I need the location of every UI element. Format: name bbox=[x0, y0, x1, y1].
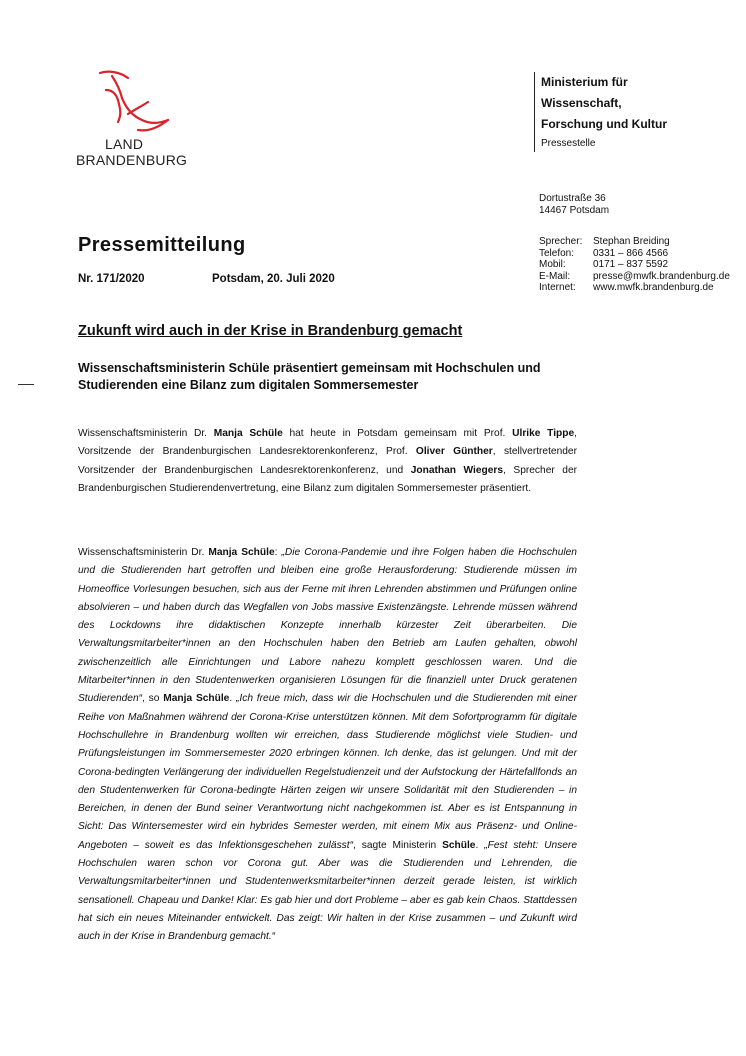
text-run: Wissenschaftsministerin Dr. bbox=[78, 547, 209, 558]
contact-label: Telefon: bbox=[539, 247, 575, 259]
contact-value: Stephan Breiding bbox=[593, 236, 670, 247]
name-bold: Manja Schüle bbox=[213, 428, 283, 439]
quote-italic: „Fest steht: Unsere Hochschulen waren schon vor Corona gut. Aber was die Studierenden und Lehrenden, die Verwaltungsmitarbeiter*innen und Studentenwerksmitarbeiter*innen derzeit gerade leisten, ist wirklich sensationell. Chapeau und Danke! Klar: Es gab hier und dort Probleme – aber es gab kein Chaos. Stattdessen hat sich ein neues Miteinander entwickelt. Das zeigt: Wir halten in der Krise zusammen – und Zukunft wird auch in der Krise in Brandenburg gemacht.“ bbox=[78, 839, 577, 943]
ministry-department: Pressestelle bbox=[541, 138, 596, 149]
text-run: . bbox=[229, 693, 236, 705]
contact-row bbox=[539, 282, 730, 294]
subheadline: Wissenschaftsministerin Schüle präsentiert gemeinsam mit Hochschulen und Studierenden eine Bilanz zum digitalen Sommersemester bbox=[78, 361, 541, 392]
contact-label: Sprecher: bbox=[539, 236, 583, 247]
land-brandenburg-logo bbox=[76, 68, 216, 180]
paragraph-quote bbox=[78, 544, 577, 947]
contact-website[interactable]: www.mwfk.brandenburg.de bbox=[593, 282, 714, 293]
text-run: , Sprecher der Brandenburgischen Studierendenvertretung, eine Bilanz zum digitalen Sommersemester präsentiert. bbox=[78, 464, 578, 494]
logo-text-brandenburg: BRANDENBURG bbox=[76, 152, 188, 168]
text-run: , sagte Ministerin bbox=[353, 839, 443, 851]
contact-block bbox=[539, 236, 730, 294]
headline: Zukunft wird auch in der Krise in Brandenburg gemacht bbox=[78, 323, 463, 339]
quote-italic: „Ich freue mich, dass wir die Hochschulen und die Studierenden mit einer Reihe von Maßnahmen während der Corona-Krise unterstützen können. Mit dem Sofortprogramm für digitale Hochschullehre in Brandenburg wollten wir erreichen, dass Studierende möglichst viele Studien- und Prüfungsleistungen im Sommersemester 2020 erbringen können. Ich denke, das ist gelungen. Und mit der Corona-bedingten Verlängerung der individuellen Regelstudienzeit und der Aufstockung der Härtefallfonds an den Studentenwerken für Corona-bedingte Härten zeigen wir unsere Solidarität mit den Studierenden – in Bereichen, in denen der Bund seiner Verantwortung nicht nachgekommen ist. Aber es ist Entspannung in Sicht: Das Wintersemester wird ein hybrides Semester werden, mit einem Mix aus Präsenz- und Online-Angeboten – soweit es das Infektionsgeschehen zulässt“ bbox=[78, 693, 577, 851]
press-release-title: Pressemitteilung bbox=[78, 234, 246, 256]
contact-row bbox=[539, 236, 730, 248]
contact-label: E-Mail: bbox=[539, 270, 571, 282]
ministry-line-2: Wissenschaft, bbox=[541, 96, 622, 110]
red-eagle-icon bbox=[98, 68, 178, 136]
ministry-line-3: Forschung und Kultur bbox=[541, 117, 667, 131]
contact-email[interactable]: presse@mwfk.brandenburg.de bbox=[593, 270, 730, 282]
contact-value: 0171 – 837 5592 bbox=[593, 259, 669, 270]
fold-mark bbox=[18, 384, 34, 385]
address-block bbox=[539, 193, 609, 217]
text-run: , so bbox=[142, 693, 164, 705]
paragraph-intro bbox=[78, 425, 577, 498]
contact-row bbox=[539, 248, 730, 260]
press-release-number: Nr. 171/2020 bbox=[78, 273, 145, 285]
name-bold: Schüle bbox=[442, 839, 476, 851]
address-street: Dortustraße 36 bbox=[539, 193, 606, 204]
quote-italic: „Die Corona-Pandemie und ihre Folgen haben die Hochschulen und die Studierenden hart getroffen und bleiben eine große Herausforderung: Studierende müssen im Homeoffice Vorlesungen besuchen, sich aus der Ferne mit ihren Lehrenden abstimmen und Prüfungen online absolvieren – und haben durch das Wegfallen von Jobs massive Existenzängste. Lehrende müssen während des Lockdowns ihre didaktischen Konzepte innerhalb kürzester Zeit überarbeiten. Die Verwaltungsmitarbeiter*innen an den Hochschulen haben den Betrieb am Laufen gehalten, obwohl zwischenzeitlich alle Einrichtungen und Labore nahezu komplett geschlossen waren. Und die Mitarbeiter*innen in den Studentenwerken organisieren Lösungen für die finanziell unter Druck geratenen Studierenden“ bbox=[78, 547, 577, 705]
text-run: hat heute in Potsdam gemeinsam mit Prof. bbox=[282, 428, 513, 439]
text-run: , Vorsitzende der Brandenburgischen Landesrektorenkonferenz, Prof. bbox=[78, 428, 577, 458]
contact-label: Mobil: bbox=[539, 259, 566, 270]
name-bold: Jonathan Wiegers bbox=[410, 464, 504, 476]
ministry-line-1: Ministerium für bbox=[541, 75, 628, 89]
contact-row bbox=[539, 271, 730, 283]
text-run: , stellvertretender Vorsitzender der Brandenburgischen Landesrektorenkonferenz, und bbox=[78, 446, 577, 476]
contact-value: 0331 – 866 4566 bbox=[593, 247, 669, 259]
text-run: Wissenschaftsministerin Dr. bbox=[78, 428, 214, 439]
contact-row bbox=[539, 259, 730, 271]
contact-label: Internet: bbox=[539, 282, 576, 293]
press-release-dateline: Potsdam, 20. Juli 2020 bbox=[212, 273, 335, 285]
logo-text-land: LAND bbox=[105, 136, 144, 152]
name-bold: Oliver Günther bbox=[415, 446, 493, 458]
address-city: 14467 Potsdam bbox=[539, 205, 610, 216]
name-bold: Ulrike Tippe bbox=[512, 428, 575, 439]
name-bold: Manja Schüle bbox=[163, 693, 230, 705]
name-bold: Manja Schüle bbox=[208, 547, 275, 558]
text-run: . bbox=[475, 839, 485, 851]
text-run: : bbox=[274, 547, 282, 558]
ministry-block bbox=[534, 72, 667, 152]
